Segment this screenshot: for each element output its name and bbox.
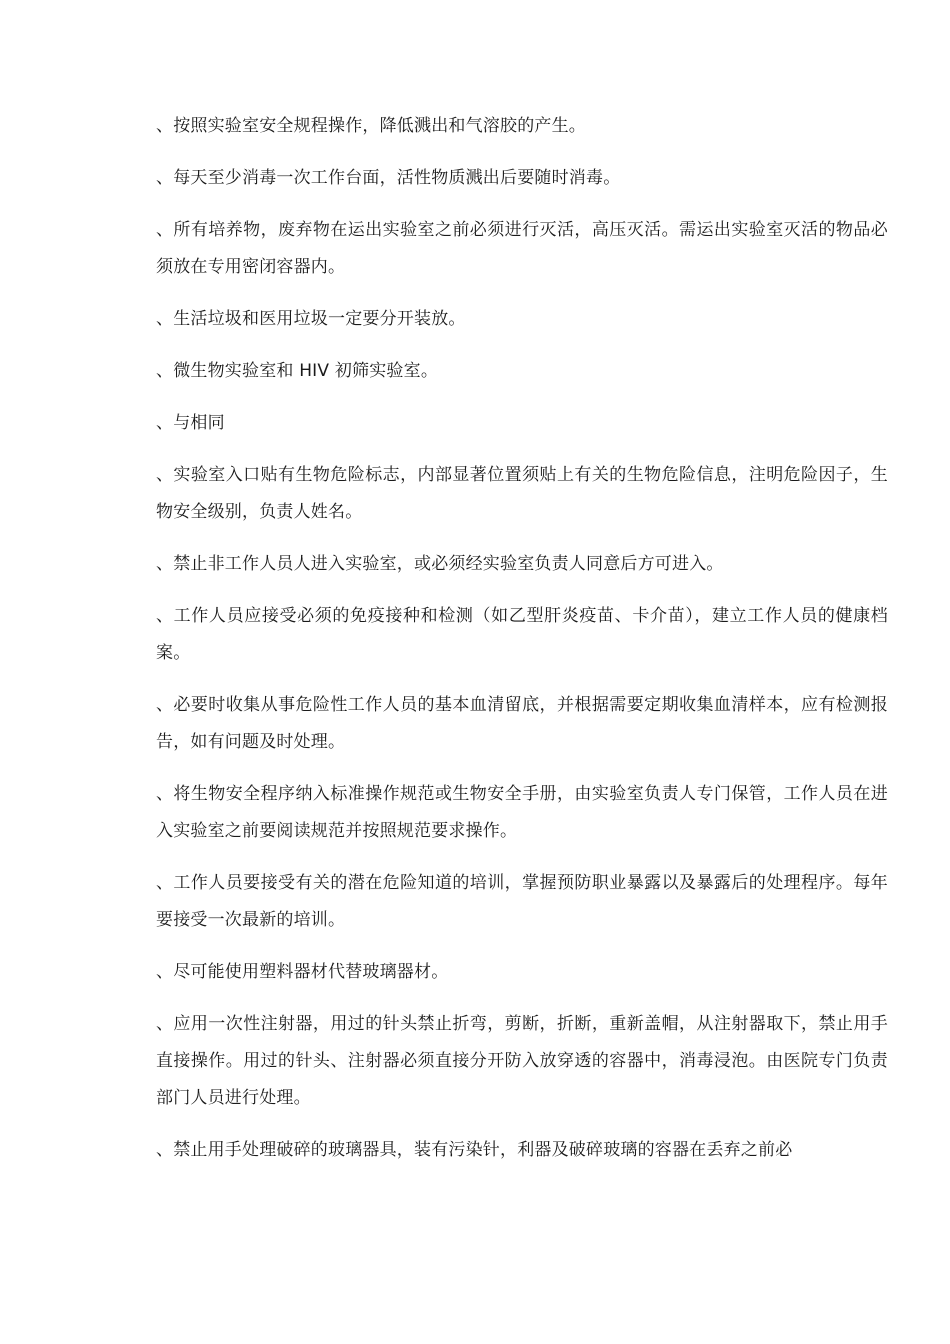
paragraph-12: 、工作人员要接受有关的潜在危险知道的培训，掌握预防职业暴露以及暴露后的处理程序。每年要接受一次最新的培训。	[156, 873, 888, 930]
paragraph-14: 、应用一次性注射器，用过的针头禁止折弯，剪断，折断，重新盖帽，从注射器取下，禁止用手直接操作。用过的针头、注射器必须直接分开防入放穿透的容器中，消毒浸泡。由医院专门负责部门人员进行处理。	[156, 1014, 888, 1108]
paragraph-8: 、禁止非工作人员人进入实验室，或必须经实验室负责人同意后方可进入。	[156, 554, 724, 574]
paragraph-10: 、必要时收集从事危险性工作人员的基本血清留底，并根据需要定期收集血清样本，应有检测报告，如有问题及时处理。	[156, 695, 888, 752]
document-body	[156, 108, 888, 1184]
paragraph-6: 、与相同	[156, 413, 225, 433]
paragraph-13: 、尽可能使用塑料器材代替玻璃器材。	[156, 962, 449, 982]
paragraph-2: 、每天至少消毒一次工作台面，活性物质溅出后要随时消毒。	[156, 168, 621, 188]
paragraph-9: 、工作人员应接受必须的免疫接种和检测（如乙型肝炎疫苗、卡介苗），建立工作人员的健康档案。	[156, 606, 888, 663]
paragraph-7: 、实验室入口贴有生物危险标志，内部显著位置须贴上有关的生物危险信息，注明危险因子，生物安全级别，负责人姓名。	[156, 465, 888, 522]
paragraph-15: 、禁止用手处理破碎的玻璃器具，装有污染针，利器及破碎玻璃的容器在丢弃之前必	[156, 1140, 793, 1160]
paragraph-1: 、按照实验室安全规程操作，降低溅出和气溶胶的产生。	[156, 116, 586, 136]
paragraph-11: 、将生物安全程序纳入标准操作规范或生物安全手册，由实验室负责人专门保管，工作人员在进入实验室之前要阅读规范并按照规范要求操作。	[156, 784, 888, 841]
paragraph-5: 、微生物实验室和 HIV 初筛实验室。	[156, 361, 439, 381]
paragraph-4: 、生活垃圾和医用垃圾一定要分开装放。	[156, 309, 466, 329]
paragraph-3: 、所有培养物，废弃物在运出实验室之前必须进行灭活，高压灭活。需运出实验室灭活的物品必须放在专用密闭容器内。	[156, 220, 888, 277]
